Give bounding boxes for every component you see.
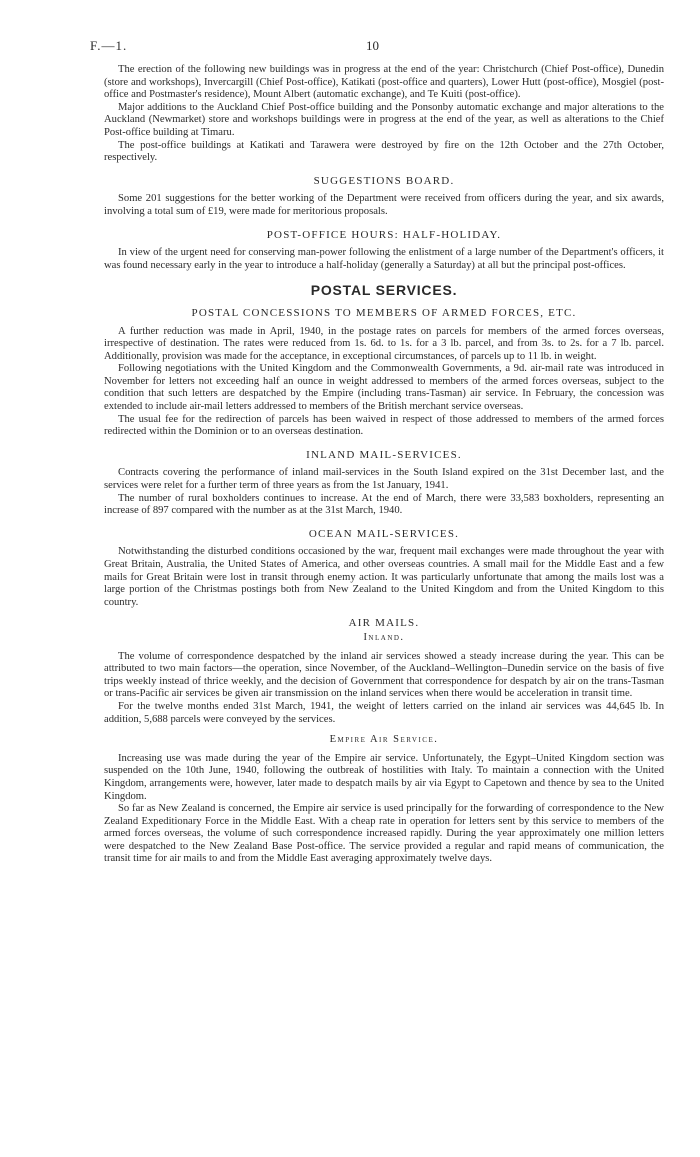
paragraph: The usual fee for the redirection of parcels has been waived in respect of those addressed to members of the armed forces redirected within the Dominion or to an overseas destination. bbox=[104, 413, 664, 438]
paragraph: The number of rural boxholders continues to increase. At the end of March, there were 33,583 boxholders, representing an increase of 897 compared with the number as at the 31st March, 1940. bbox=[104, 492, 664, 517]
paragraph: In view of the urgent need for conserving man-power following the enlistment of a large number of the Department's officers, it was found necessary early in the year to introduce a half-holiday (generally a Saturday) at all but the principal post-offices. bbox=[104, 247, 664, 271]
paragraph: For the twelve months ended 31st March, 1941, the weight of letters carried on the inland air services was 44,645 lb. In addition, 5,688 parcels were conveyed by the services. bbox=[104, 700, 664, 725]
major-heading-postal-services: POSTAL SERVICES. bbox=[310, 282, 458, 299]
paragraph: A further reduction was made in April, 1940, in the postage rates on parcels for members of the armed forces overseas, irrespective of destination. The rates were reduced from 1s. 6d. to 1s. for a 3 lb. parcel, and from 3s. to 2s. for a 7 lb. parcel. Additionally, provision was made for the acceptance, in exceptional circumstances, of parcels up to 11 lb. in weight. bbox=[104, 325, 664, 362]
section-heading-inland-mail: INLAND MAIL-SERVICES. bbox=[306, 448, 462, 461]
page-header bbox=[90, 38, 664, 64]
paragraph: Some 201 suggestions for the better working of the Department were received from officers during the year, and six awards, involving a total sum of £19, were made for meritorious proposals. bbox=[104, 193, 664, 217]
paragraph: The erection of the following new buildings was in progress at the end of the year: Christchurch (Chief Post-office), Dunedin (store and workshops), Invercargill (Chief Post-office), Katikati (post-office and quarters), Lower Hutt (post-office), Mosgiel (post-office and Postmaster's residence), Mount Albert (automatic exchange), and Te Kuiti (post-office). bbox=[104, 64, 664, 101]
paragraph: Increasing use was made during the year of the Empire air service. Unfortunately, the Egypt–United Kingdom section was suspended on the 10th June, 1940, following the outbreak of hostilities with Italy. To maintain a connection with the United Kingdom, arrangements were, however, later made to despatch mails by air via Egypt to Capetown and thence by sea to the United Kingdom. bbox=[104, 752, 664, 802]
page-number: 10 bbox=[366, 38, 379, 53]
section-heading-suggestions: SUGGESTIONS BOARD. bbox=[313, 174, 455, 187]
paragraph: The post-office buildings at Katikati and Tarawera were destroyed by fire on the 12th October and the 27th October, respectively. bbox=[104, 139, 664, 164]
paragraph: So far as New Zealand is concerned, the Empire air service is used principally for the forwarding of correspondence to the New Zealand Expeditionary Force in the Middle East. With a cheap rate in operation for letters sent by this service to members of the armed forces overseas, the volume of such correspondence increased rapidly. During the year approximately one million letters were despatched to the New Zealand Base Post-office. The service provided a regular and rapid means of communication, the transit time for air mails to and from the Middle East averaging approximately twelve days. bbox=[104, 803, 664, 865]
paragraph: Major additions to the Auckland Chief Post-office building and the Ponsonby automatic exchange and major alterations to the Auckland (Newmarket) store and workshops buildings were in progress at the end of the year, as well as alterations to the Chief Post-office building at Timaru. bbox=[104, 101, 664, 138]
section-heading-hours: POST-OFFICE HOURS: HALF-HOLIDAY. bbox=[266, 228, 502, 241]
document-reference: F.—1. bbox=[90, 38, 128, 53]
paragraph: Contracts covering the performance of inland mail-services in the South Island expired on the 31st December last, and the services were relet for a further term of three years as from the 1st January, 1941. bbox=[104, 467, 664, 492]
paragraph: The volume of correspondence despatched by the inland air services showed a steady increase during the year. This can be attributed to two main factors—the operation, since November, of the Auckland–Wellington–Dunedin service on the basis of five trips weekly instead of thrice weekly, and the decision of Government that correspondence for despatch by air on the trans-Tasman or trans-Pacific air services be given air transmission on the inland services when there would be acceleration in transit time. bbox=[104, 650, 664, 700]
section-heading-air-mails: AIR MAILS. bbox=[348, 617, 420, 630]
paragraph: Following negotiations with the United Kingdom and the Commonwealth Governments, a 9d. air-mail rate was introduced in November for letters not exceeding half an ounce in weight addressed to members of the armed forces overseas, subject to the condition that such letters are despatched by the Empire (including trans-Tasman) air service. In February, the concession was extended to include air-mail letters addressed to members of the British merchant service overseas. bbox=[104, 363, 664, 413]
subheading-empire-air-service: Empire Air Service. bbox=[329, 734, 439, 746]
subheading-inland: Inland. bbox=[363, 631, 405, 643]
section-heading-concessions: POSTAL CONCESSIONS TO MEMBERS OF ARMED FORCES, ETC. bbox=[191, 306, 577, 319]
paragraph: Notwithstanding the disturbed conditions occasioned by the war, frequent mail exchanges were made throughout the year with Great Britain, Australia, the United States of America, and other overseas countries. A small mail for the Middle East and a few mails for Great Britain were lost in transit through enemy action. It was particularly unfortunate that among the mails lost was a large portion of the Christmas postings both from New Zealand to the United Kingdom and from the United Kingdom to this country. bbox=[104, 546, 664, 608]
section-heading-ocean-mail: OCEAN MAIL-SERVICES. bbox=[308, 527, 460, 540]
